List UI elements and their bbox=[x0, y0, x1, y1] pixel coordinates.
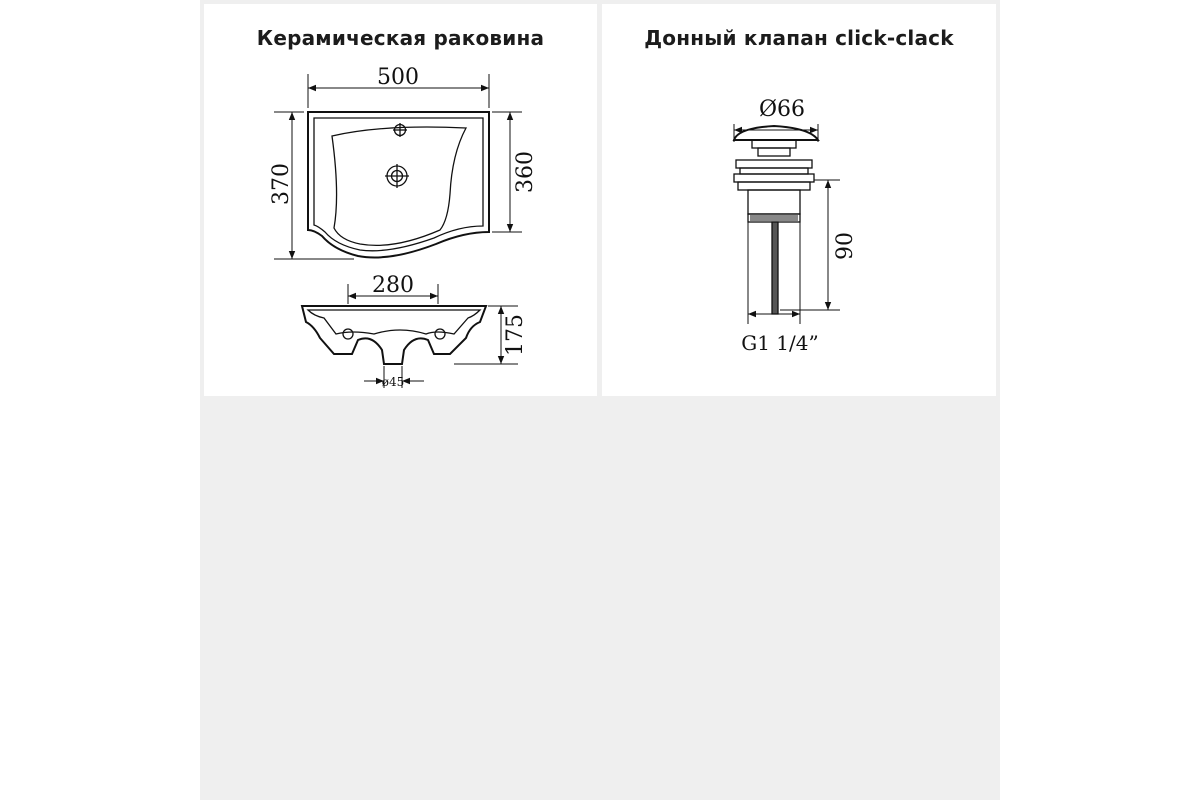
valve-body bbox=[748, 190, 800, 214]
sink-side-outline bbox=[302, 306, 486, 364]
dim-500-label: 500 bbox=[377, 65, 419, 90]
sink-top-outline bbox=[308, 112, 489, 258]
valve-drawing bbox=[602, 4, 996, 396]
valve-panel-title: Донный клапан click-clack bbox=[644, 26, 954, 50]
valve-flange bbox=[736, 160, 812, 168]
valve-panel bbox=[602, 4, 996, 396]
sink-drawing bbox=[204, 4, 597, 396]
dim-66-label: Ø66 bbox=[758, 97, 806, 122]
dim-90-label: 90 bbox=[833, 232, 858, 260]
valve-cap bbox=[734, 126, 818, 140]
valve-stem-top bbox=[752, 140, 796, 148]
dim-thread-label: G1 1/4” bbox=[741, 331, 819, 355]
dim-280-label: 280 bbox=[372, 273, 414, 298]
sink-panel bbox=[204, 4, 597, 396]
dim-45-label: ø45 bbox=[381, 375, 405, 389]
dim-360-label: 360 bbox=[513, 151, 538, 193]
sink-top-inner-rim bbox=[314, 118, 483, 251]
sink-side-inner bbox=[308, 310, 480, 334]
sink-panel-title: Керамическая раковина bbox=[256, 26, 545, 50]
dim-370-label: 370 bbox=[269, 163, 294, 205]
valve-rod bbox=[772, 222, 778, 314]
side-bolt-left bbox=[343, 329, 353, 339]
side-bolt-right bbox=[435, 329, 445, 339]
dim-175-label: 175 bbox=[503, 314, 528, 356]
valve-thread bbox=[750, 216, 798, 220]
